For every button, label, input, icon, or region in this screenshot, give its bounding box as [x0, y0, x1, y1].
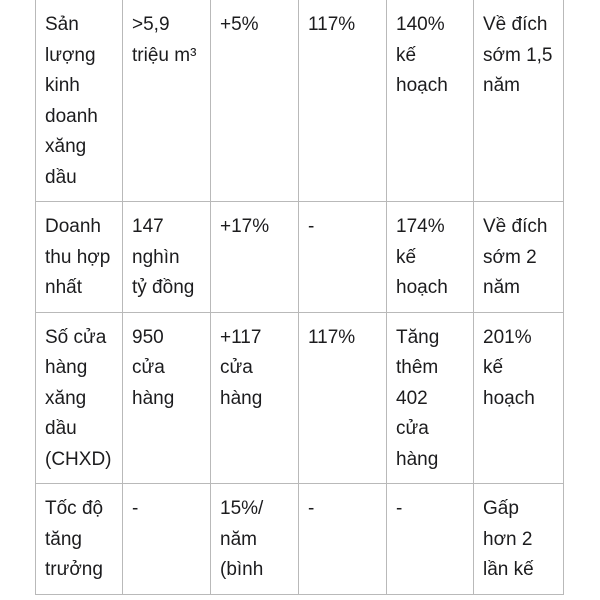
table-cell-metric	[36, 484, 123, 595]
table-cell-ratio	[299, 484, 387, 595]
cell-line: hoạch	[396, 277, 448, 298]
cell-line: Gấp	[483, 498, 519, 519]
cell-line: 140%	[396, 14, 445, 35]
cell-line: 117%	[308, 14, 356, 35]
table-cell-plan	[387, 0, 474, 202]
cell-line: -	[396, 498, 403, 519]
cell-line: xăng	[45, 136, 87, 157]
cell-line: 117%	[308, 326, 356, 348]
cell-line: dầu	[45, 166, 77, 188]
cell-line: nhất	[45, 277, 82, 298]
cell-line: doanh	[45, 105, 98, 127]
cell-line: thêm	[396, 357, 439, 378]
cell-line: 147	[132, 216, 164, 237]
cell-line: -	[132, 498, 139, 519]
cell-line: 402	[396, 387, 428, 409]
cell-line: sớm 1,5	[483, 44, 553, 66]
cell-line: xăng	[45, 387, 87, 409]
cell-line: 174%	[396, 216, 445, 237]
cell-line: -	[308, 216, 315, 237]
table-cell-metric	[36, 312, 123, 484]
cell-line: thu hợp	[45, 246, 111, 268]
table-cell-ratio	[299, 312, 387, 484]
cell-line: năm	[483, 277, 520, 298]
cell-line: -	[308, 498, 315, 519]
cell-line: >5,9	[132, 14, 170, 35]
cell-line: 950	[132, 326, 164, 348]
table-cell-value	[123, 312, 211, 484]
table-cell-note	[474, 202, 564, 313]
cell-line: sớm 2	[483, 246, 537, 268]
cell-line: cửa	[220, 357, 253, 378]
table-cell-metric	[36, 202, 123, 313]
cell-line: nghìn	[132, 246, 180, 268]
table-cell-value	[123, 0, 211, 202]
table-cell-plan	[387, 312, 474, 484]
table-cell-ratio	[299, 202, 387, 313]
cell-line: kế	[396, 44, 417, 66]
table-cell-value	[123, 202, 211, 313]
cell-line: cửa	[132, 357, 165, 378]
cell-line: tăng	[45, 528, 82, 550]
table-cell-plan	[387, 484, 474, 595]
table-cell-plan	[387, 202, 474, 313]
cell-line: kế	[396, 246, 417, 268]
cell-line: 15%/	[220, 498, 264, 519]
table-row	[36, 484, 564, 595]
cell-line: dầu	[45, 418, 77, 439]
cell-line: 201%	[483, 326, 532, 348]
cell-line: Sản	[45, 14, 79, 35]
table-cell-metric	[36, 0, 123, 202]
cell-line: năm	[483, 75, 520, 96]
cell-line: lần kế	[483, 559, 534, 580]
table-row	[36, 312, 564, 484]
cell-line: +17%	[220, 216, 270, 237]
cell-line: (CHXD)	[45, 448, 112, 470]
cell-line: kế	[483, 357, 504, 378]
cell-line: Tăng	[396, 326, 440, 348]
table-cell-change	[211, 202, 299, 313]
cell-line: hoạch	[396, 75, 448, 96]
cell-line: (bình	[220, 559, 264, 580]
cell-line: cửa	[396, 418, 429, 439]
table-row	[36, 0, 564, 202]
cell-line: hàng	[45, 357, 88, 378]
cell-line: trưởng	[45, 559, 103, 580]
cell-line: hoạch	[483, 387, 535, 409]
table-cell-ratio	[299, 0, 387, 202]
cell-line: hàng	[396, 448, 439, 470]
cell-line: lượng	[45, 44, 96, 66]
cell-line: Số cửa	[45, 326, 107, 348]
table-cell-change	[211, 484, 299, 595]
data-table	[35, 0, 564, 595]
table-cell-change	[211, 312, 299, 484]
table-row	[36, 202, 564, 313]
data-table-container	[35, 0, 563, 595]
cell-line: Tốc độ	[45, 498, 104, 519]
table-cell-value	[123, 484, 211, 595]
cell-line: Về đích	[483, 14, 548, 35]
table-cell-change	[211, 0, 299, 202]
cell-line: kinh	[45, 75, 80, 96]
table-cell-note	[474, 312, 564, 484]
cell-line: hơn 2	[483, 528, 533, 550]
cell-line: năm	[220, 528, 257, 550]
cell-line: hàng	[220, 387, 263, 409]
cell-line: +117	[220, 326, 262, 348]
cell-line: Doanh	[45, 216, 101, 237]
cell-line: tỷ đồng	[132, 277, 195, 298]
cell-line: hàng	[132, 387, 175, 409]
cell-line: Về đích	[483, 216, 548, 237]
table-cell-note	[474, 0, 564, 202]
cell-line: +5%	[220, 14, 259, 35]
cell-line: triệu m³	[132, 44, 197, 66]
table-cell-note	[474, 484, 564, 595]
